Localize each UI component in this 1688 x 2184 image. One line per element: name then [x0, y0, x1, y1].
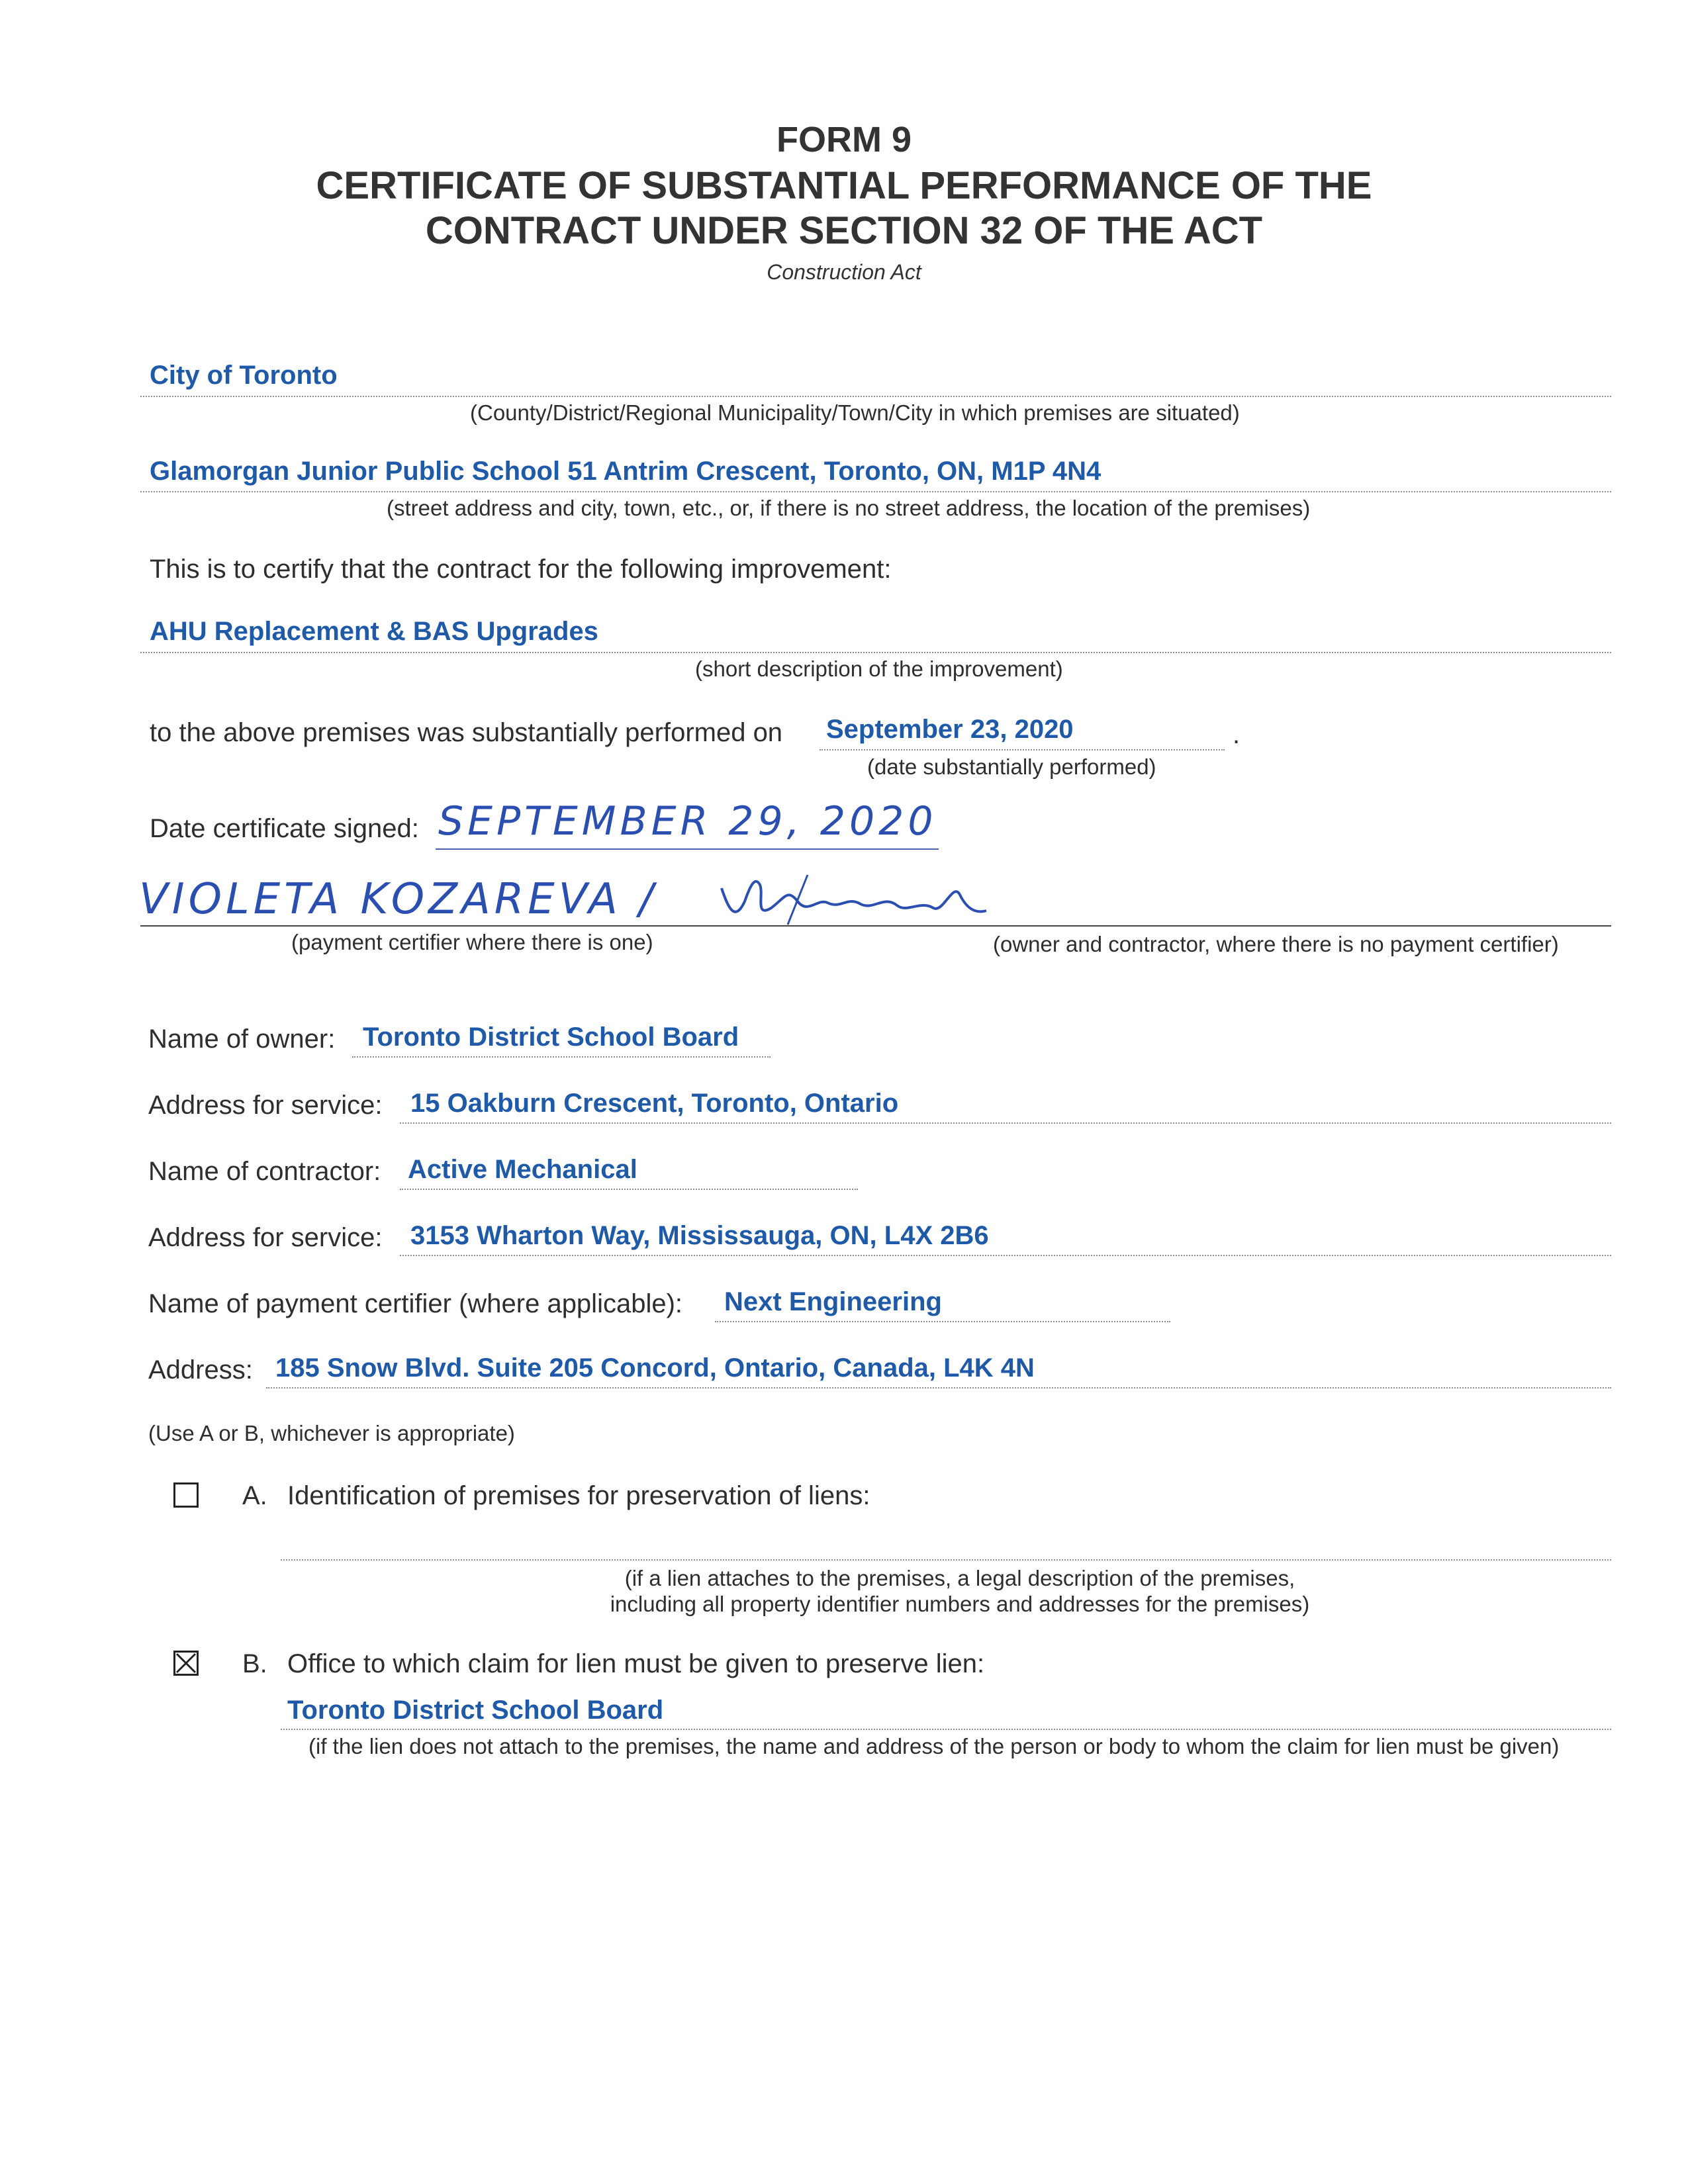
performed-caption: (date substantially performed) [867, 754, 1156, 779]
option-a-line [281, 1559, 1611, 1561]
act-name: Construction Act [767, 260, 921, 284]
owner-address-label: Address for service: [148, 1091, 383, 1120]
premises-caption: (street address and city, town, etc., or, if there is no street address, the location of the premises) [387, 496, 1311, 520]
municipality-caption: (County/District/Regional Municipality/Town/City in which premises are situated) [470, 400, 1240, 425]
improvement-line [140, 652, 1611, 653]
contractor-address-line [400, 1255, 1611, 1256]
improvement-caption: (short description of the improvement) [695, 657, 1063, 681]
certifier-signature [708, 862, 1000, 934]
signature-line [140, 925, 1611, 927]
certifier-name-handwritten: VIOLETA KOZAREVA / [139, 875, 657, 924]
improvement-value[interactable]: AHU Replacement & BAS Upgrades [150, 617, 598, 646]
option-b-line [281, 1729, 1611, 1730]
contractor-address-label: Address for service: [148, 1223, 383, 1252]
performed-period: . [1233, 720, 1241, 749]
performed-date-value[interactable]: September 23, 2020 [826, 715, 1074, 744]
performed-date-line [820, 749, 1225, 751]
owner-label: Name of owner: [148, 1024, 336, 1054]
owner-line [352, 1056, 771, 1058]
option-b-value[interactable]: Toronto District School Board [287, 1696, 664, 1725]
payment-certifier-label: Name of payment certifier (where applicable): [148, 1289, 683, 1318]
owner-value[interactable]: Toronto District School Board [363, 1023, 739, 1052]
option-b-caption: (if the lien does not attach to the premises, the name and address of the person or body to whom the claim for lien must be given) [308, 1734, 1560, 1758]
option-a-text: Identification of premises for preservation of liens: [287, 1481, 870, 1510]
use-note: (Use A or B, whichever is appropriate) [148, 1421, 515, 1445]
signed-date-handwritten: SEPTEMBER 29, 2020 [438, 798, 937, 844]
option-a-caption-line1: (if a lien attaches to the premises, a legal description of the premises, [624, 1566, 1295, 1590]
checkbox-x-icon [175, 1653, 197, 1674]
certifier-address-value[interactable]: 185 Snow Blvd. Suite 205 Concord, Ontario, Canada, L4K 4N [275, 1353, 1035, 1383]
payment-certifier-value[interactable]: Next Engineering [724, 1287, 942, 1316]
certifier-address-label: Address: [148, 1355, 253, 1385]
premises-value[interactable]: Glamorgan Junior Public School 51 Antrim Crescent, Toronto, ON, M1P 4N4 [150, 457, 1102, 486]
option-b-letter: B. [242, 1649, 267, 1678]
contractor-address-value[interactable]: 3153 Wharton Way, Mississauga, ON, L4X 2B6 [410, 1221, 989, 1250]
form-title-line1: CERTIFICATE OF SUBSTANTIAL PERFORMANCE OF THE [316, 164, 1372, 207]
payment-certifier-line [715, 1321, 1170, 1322]
certifier-address-line [266, 1387, 1611, 1388]
option-b-text: Office to which claim for lien must be given to preserve lien: [287, 1649, 985, 1678]
owner-contractor-caption: (owner and contractor, where there is no payment certifier) [993, 932, 1559, 956]
performed-label: to the above premises was substantially performed on [150, 718, 783, 747]
contractor-line [400, 1189, 858, 1190]
option-a-checkbox[interactable] [173, 1482, 199, 1508]
option-b-checkbox[interactable] [173, 1651, 199, 1676]
option-a-caption-line2: including all property identifier numbers and addresses for the premises) [610, 1592, 1310, 1616]
option-a-letter: A. [242, 1481, 267, 1510]
contractor-value[interactable]: Active Mechanical [408, 1155, 637, 1184]
signed-label: Date certificate signed: [150, 814, 419, 843]
owner-address-line [400, 1122, 1611, 1124]
contractor-label: Name of contractor: [148, 1157, 381, 1186]
form-title-line2: CONTRACT UNDER SECTION 32 OF THE ACT [425, 209, 1263, 252]
certify-statement: This is to certify that the contract for the following improvement: [150, 555, 892, 584]
municipality-value[interactable]: City of Toronto [150, 361, 338, 390]
owner-address-value[interactable]: 15 Oakburn Crescent, Toronto, Ontario [410, 1089, 899, 1118]
premises-line [140, 491, 1611, 492]
payment-certifier-caption: (payment certifier where there is one) [291, 930, 653, 954]
form-number: FORM 9 [776, 120, 912, 159]
municipality-line [140, 396, 1611, 397]
signed-date-line [436, 848, 939, 850]
